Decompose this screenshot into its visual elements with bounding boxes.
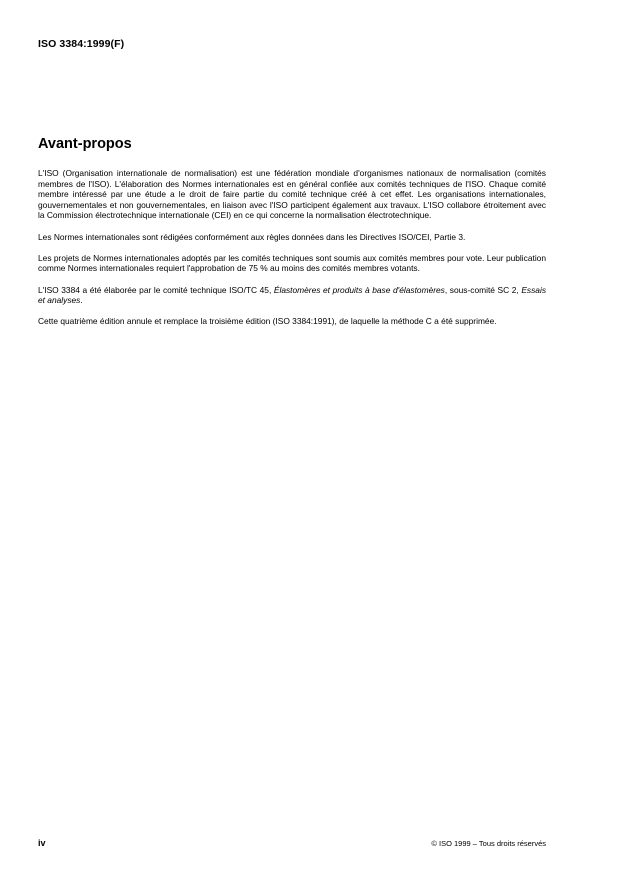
foreword-body <box>38 168 546 338</box>
committee-text-3: . <box>80 295 83 306</box>
paragraph-iso-organization: L'ISO (Organisation internationale de normalisation) est une fédération mondiale d'organismes nationaux de normalisation (comités membres de l'ISO). L'élaboration des Normes internationales est en général confiée aux comités techniques de l'ISO. Chaque comité membre intéressé par une étude a le droit de faire partie du comité technique créé à cet effet. Les organisations internationales, gouvernementales et non gouvernementales, en liaison avec l'ISO participent également aux travaux. L'ISO collabore étroitement avec la Commission électrotechnique internationale (CEI) en ce qui concerne la normalisation électrotechnique. <box>38 168 546 221</box>
committee-text-2: , sous-comité SC 2, <box>444 284 522 295</box>
paragraph-directives: Les Normes internationales sont rédigées conformément aux règles données dans les Directives ISO/CEI, Partie 3. <box>38 231 466 242</box>
page-title: Avant-propos <box>38 136 132 152</box>
copyright-notice: © ISO 1999 – Tous droits réservés <box>431 839 546 848</box>
page-number: iv <box>38 838 46 848</box>
subcommittee-title: Essais et analyses <box>38 284 547 306</box>
committee-text-1: L'ISO 3384 a été élaborée par le comité technique ISO/TC 45, <box>38 284 274 295</box>
committee-title: Élastomères et produits à base d'élastomères <box>273 284 445 295</box>
document-header-id: ISO 3384:1999(F) <box>38 38 125 50</box>
paragraph-committee <box>38 285 546 306</box>
paragraph-voting: Les projets de Normes internationales adoptés par les comités techniques sont soumis aux comités membres pour vote. Leur publication comme Normes internationales requiert l'approbation de 75 % au moins des comités membres votants. <box>38 252 546 274</box>
paragraph-edition: Cette quatrième édition annule et remplace la troisième édition (ISO 3384:1991), de laquelle la méthode C a été supprimée. <box>38 316 497 327</box>
